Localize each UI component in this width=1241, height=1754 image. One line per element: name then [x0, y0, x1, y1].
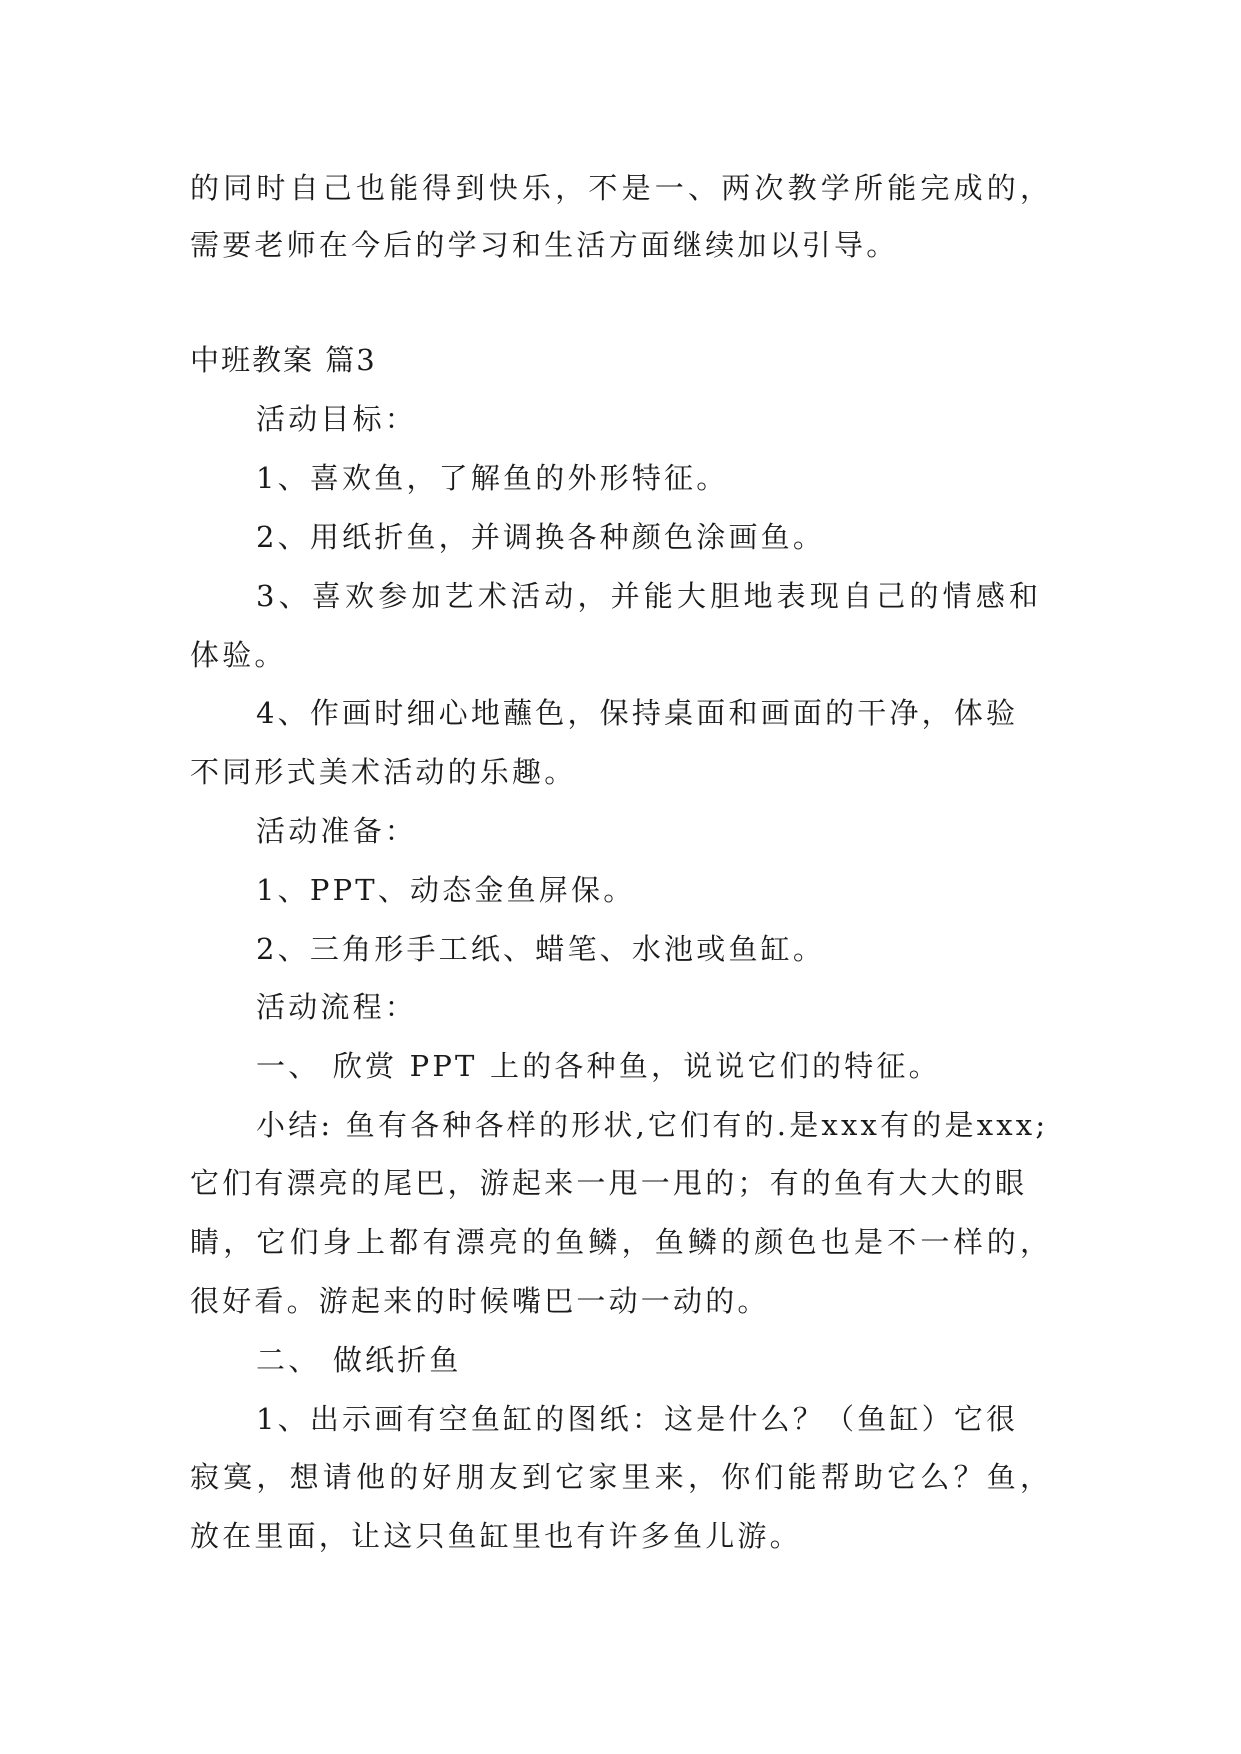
list-item: 2、用纸折鱼，并调换各种颜色涂画鱼。	[256, 520, 826, 554]
list-item: 3、喜欢参加艺术活动，并能大胆地表现自己的情感和	[256, 579, 1043, 613]
section-heading: 中班教案 篇3	[190, 343, 377, 377]
body-text-line: 很好看。游起来的时候嘴巴一动一动的。	[190, 1284, 770, 1318]
subheading-activity-process: 活动流程：	[256, 990, 418, 1024]
list-item: 2、三角形手工纸、蜡笔、水池或鱼缸。	[256, 932, 826, 966]
subheading-activity-preparation: 活动准备：	[256, 814, 418, 848]
body-text-line: 它们有漂亮的尾巴，游起来一甩一甩的；有的鱼有大大的眼	[190, 1166, 1028, 1200]
list-item: 一、 欣赏 PPT 上的各种鱼，说说它们的特征。	[256, 1049, 941, 1083]
body-text-line: 小结: 鱼有各种各样的形状,它们有的.是xxx有的是xxx;	[256, 1108, 1049, 1142]
list-item: 4、作画时细心地蘸色，保持桌面和画面的干净，体验	[256, 696, 1019, 730]
list-item: 1、喜欢鱼，了解鱼的外形特征。	[256, 461, 729, 495]
body-text-line: 的同时自己也能得到快乐，不是一、两次教学所能完成的，	[190, 171, 1054, 205]
body-text-line: 需要老师在今后的学习和生活方面继续加以引导。	[190, 228, 899, 262]
list-item: 二、 做纸折鱼	[256, 1343, 462, 1377]
subheading-activity-goals: 活动目标：	[256, 402, 418, 436]
body-text-line: 放在里面，让这只鱼缸里也有许多鱼儿游。	[190, 1519, 802, 1553]
body-text-line: 体验。	[190, 638, 287, 672]
list-item: 1、出示画有空鱼缸的图纸：这是什么？（鱼缸）它很	[256, 1402, 1019, 1436]
list-item: 1、PPT、动态金鱼屏保。	[256, 873, 636, 907]
body-text-line: 寂寞，想请他的好朋友到它家里来，你们能帮助它么？鱼，	[190, 1460, 1054, 1494]
body-text-line: 睛，它们身上都有漂亮的鱼鳞，鱼鳞的颜色也是不一样的，	[190, 1225, 1054, 1259]
body-text-line: 不同形式美术活动的乐趣。	[190, 755, 577, 789]
